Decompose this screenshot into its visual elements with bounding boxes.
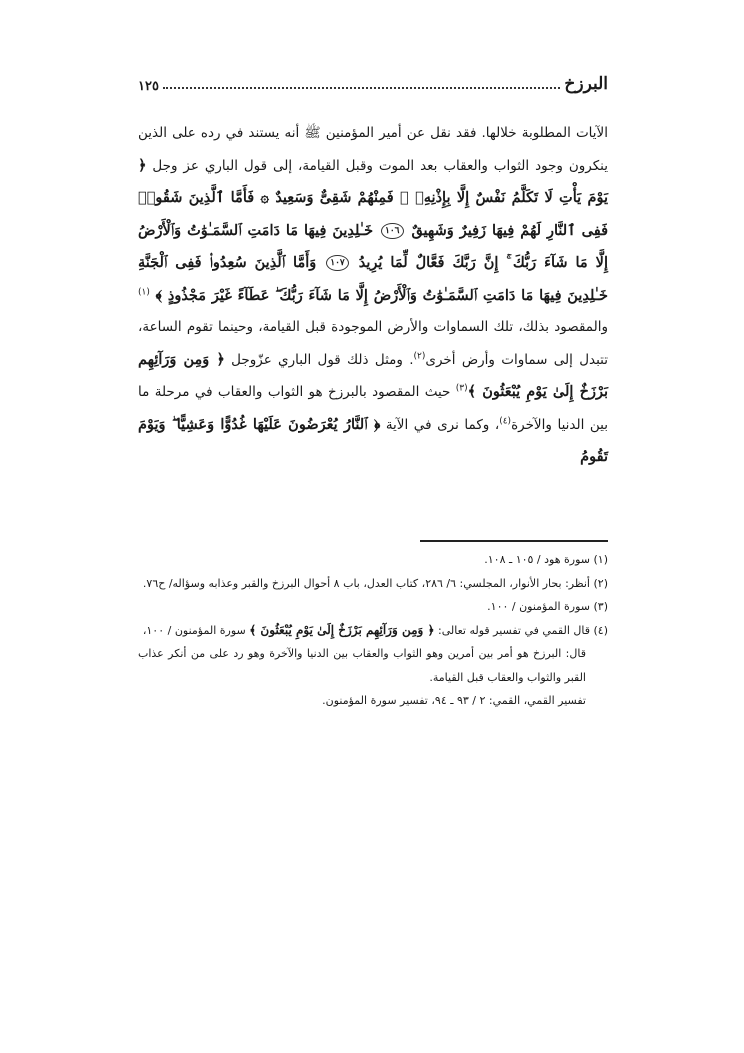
main-text bbox=[138, 118, 608, 474]
running-title: البرزخ bbox=[564, 74, 608, 94]
dot-leader bbox=[163, 87, 560, 89]
footnote-4-source: تفسير القمي، القمي: ٢ / ٩٣ ـ ٩٤، تفسير سورة المؤمنون. bbox=[322, 694, 586, 707]
quran-verse-ghafir: ﴿ ٱلنَّارُ يُعْرَضُونَ عَلَيْهَا غُدُوًّا وَعَشِيًّا ۖ وَيَوْمَ تَقُومُ bbox=[138, 415, 608, 465]
quran-verse-hud: ﴿ يَوْمَ يَأْتِ لَا تَكَلَّمُ نَفْسٌ إِلَّا بِإِذْنِهِۦ ۚ فَمِنْهُمْ شَقِىٌّ وَسَعِيدٌ ۞ فَأَمَّا ٱلَّذِينَ شَقُوا۟ فَفِى ٱلنَّارِ لَهُمْ فِيهَا زَفِيرٌ وَشَهِيقٌ ١٠٦ خَـٰلِدِينَ فِيهَا مَا دَامَتِ ٱلسَّمَـٰوَٰتُ وَٱلْأَرْضُ إِلَّا مَا شَآءَ رَبُّكَ ۚ إِنَّ رَبَّكَ فَعَّالٌ لِّمَا يُرِيدُ ١٠٧ وَأَمَّا ٱلَّذِينَ سُعِدُوا۟ فَفِى ٱلْجَنَّةِ خَـٰلِدِينَ فِيهَا مَا دَامَتِ ٱلسَّمَـٰوَٰتُ وَٱلْأَرْضُ إِلَّا مَا شَآءَ رَبُّكَ ۖ عَطَآءً غَيْرَ مَجْذُوذٍ ﴾ bbox=[138, 156, 608, 304]
continuation-text: ، وكما نرى في الآية bbox=[385, 416, 500, 433]
footnote-1: (١) سورة هود / ١٠٥ ـ ١٠٨. bbox=[484, 553, 608, 566]
transition-text: . ومثل ذلك قول الباري عزّوجل bbox=[231, 351, 414, 368]
quran-verse-barzakh: ﴿ وَمِن وَرَآئِهِم بَرْزَخٌ إِلَىٰ يَوْمِ يُبْعَثُونَ ﴾ bbox=[138, 350, 608, 400]
footnote-4-explanation: قال: البرزخ هو أمر بين أمرين وهو الثواب والعقاب بين الدنيا والآخرة وهو رد على من أنكر عذاب القبر والثواب والعقاب قبل القيامة. bbox=[138, 647, 586, 684]
intro-text: الآيات المطلوبة خلالها. فقد نقل عن أمير المؤمنين ﷺ أنه يستند في رده على الذين ينكرون وجود الثواب والعقاب بعد الموت وقبل القيامة، إلى قول الباري عز وجل bbox=[138, 125, 609, 174]
footnote-verse: ﴿ وَمِن وَرَآئِهِم بَرْزَخٌ إِلَىٰ يَوْمِ يُبْعَثُونَ ﴾ bbox=[249, 622, 435, 637]
ayah-number-106: ١٠٦ bbox=[381, 223, 404, 239]
footnote-ref-4[interactable]: (٤) bbox=[499, 416, 512, 426]
main-paragraph bbox=[138, 118, 608, 474]
footnote-4: (٤) قال القمي في تفسير قوله تعالى: ﴿ وَمِن وَرَآئِهِم بَرْزَخٌ إِلَىٰ يَوْمِ يُبْعَثُونَ ﴾ سورة المؤمنون / ١٠٠، bbox=[142, 622, 608, 637]
explanation-text: والمقصود بذلك، تلك السماوات والأرض الموجودة قبل القيامة، وحينما تقوم الساعة، تتبدل إلى سماوات وأرض أخرى bbox=[138, 319, 608, 368]
barzakh-text: حيث المقصود بالبرزخ هو الثواب والعقاب في مرحلة ما بين الدنيا والآخرة bbox=[138, 384, 609, 433]
running-header bbox=[138, 70, 608, 94]
footnote-2: (٢) أنظر: بحار الأنوار، المجلسي: ٦/ ٢٨٦، كتاب العدل، باب ٨ أحوال البرزخ والقبر وعذابه وسؤاله/ ح٧٦. bbox=[142, 576, 608, 590]
footnotes bbox=[138, 548, 608, 713]
ayah-number-107: ١٠٧ bbox=[326, 255, 349, 271]
footnote-separator bbox=[420, 540, 608, 542]
footnote-ref-2[interactable]: (٢) bbox=[413, 351, 426, 361]
page-number: ١٢٥ bbox=[138, 79, 159, 94]
footnote-ref-3[interactable]: (٣) bbox=[455, 383, 468, 394]
footnote-3: (٣) سورة المؤمنون / ١٠٠. bbox=[487, 600, 608, 613]
footnote-ref-1[interactable]: (١) bbox=[138, 287, 150, 297]
